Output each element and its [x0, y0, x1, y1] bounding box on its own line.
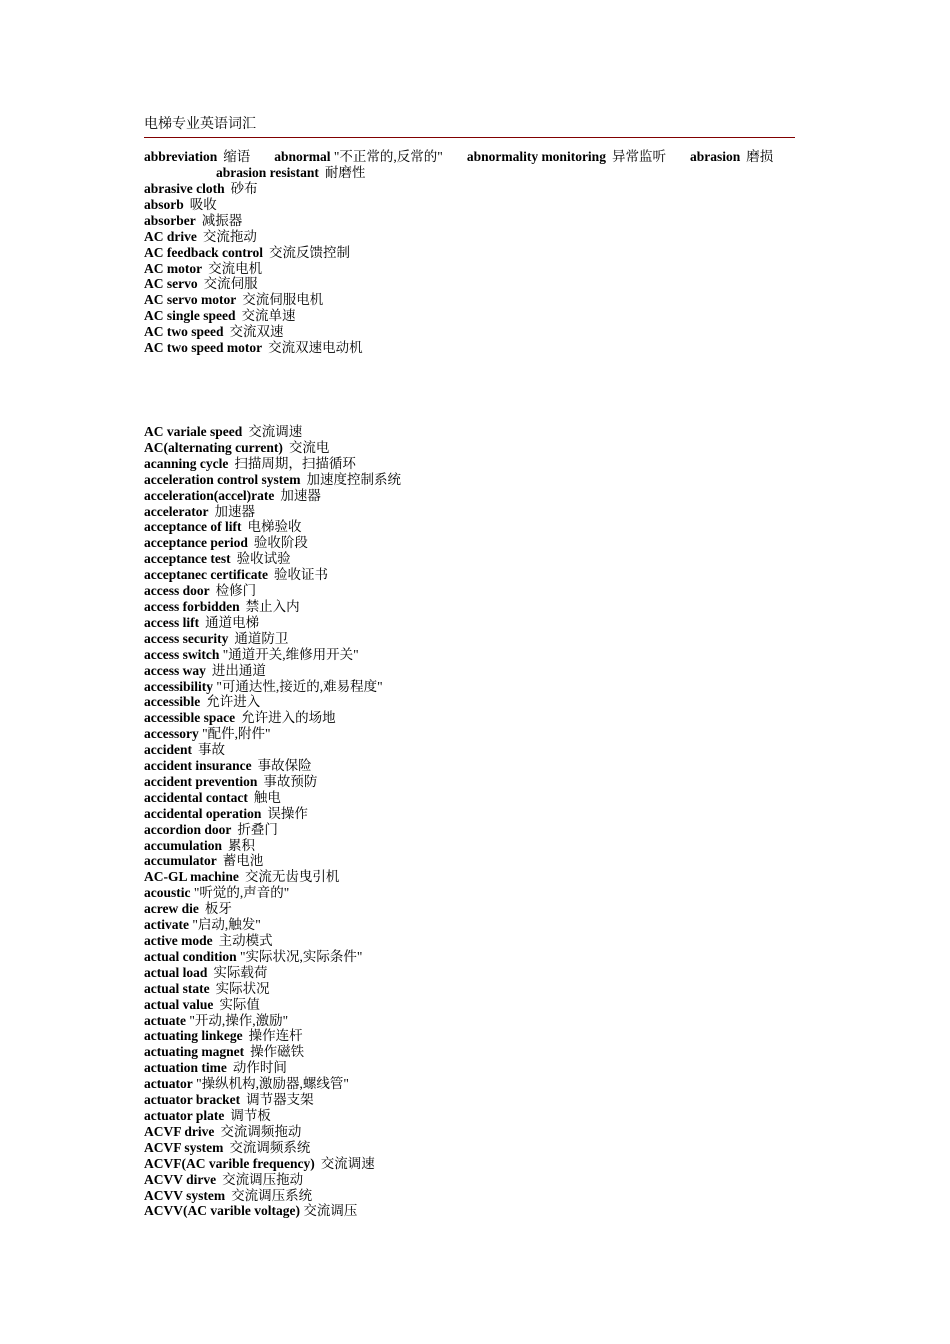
term: accidental contact — [144, 789, 248, 805]
term: accident — [144, 742, 192, 758]
glossary-entry — [144, 726, 401, 742]
term: actuator plate — [144, 1107, 225, 1123]
meaning: 交流单速 — [241, 308, 296, 324]
term: access lift — [144, 614, 200, 630]
term: AC feedback control — [144, 244, 263, 260]
glossary-entry — [144, 742, 401, 758]
meaning: 通道电梯 — [205, 614, 260, 630]
meaning: 允许进入的场地 — [241, 710, 336, 726]
term: ACVV(AC varible voltage) — [144, 1203, 300, 1219]
term: abbreviation — [144, 149, 218, 164]
meaning: 交流反馈控制 — [269, 244, 350, 260]
term: AC-GL machine — [144, 869, 239, 885]
glossary-entry — [144, 276, 363, 292]
glossary-entry — [144, 822, 401, 838]
glossary-entry — [144, 519, 401, 535]
glossary-entry — [144, 229, 363, 245]
term: actual condition — [144, 948, 237, 964]
glossary-entry — [144, 647, 401, 663]
term: ACVF drive — [144, 1123, 215, 1139]
glossary-entry — [144, 790, 401, 806]
meaning: 耐磨性 — [324, 165, 366, 180]
glossary-entry — [144, 551, 401, 567]
meaning: 调节板 — [230, 1107, 271, 1123]
meaning: 加速器 — [280, 487, 321, 503]
meaning: "可通达性,接近的,难易程度" — [216, 678, 383, 694]
meaning: 主动模式 — [218, 933, 273, 948]
meaning: 磨损 — [746, 149, 774, 164]
glossary-list-2 — [144, 424, 401, 1219]
glossary-entry — [144, 663, 401, 679]
glossary-entry — [144, 1140, 401, 1156]
glossary-entry — [144, 488, 401, 504]
term: abrasion resistant — [216, 165, 319, 180]
glossary-entry — [144, 261, 363, 277]
term: actuator — [144, 1076, 193, 1092]
glossary-entry — [144, 997, 401, 1013]
meaning: 验收试验 — [236, 551, 291, 567]
meaning: 异常监听 — [611, 149, 666, 164]
glossary-entry — [144, 885, 401, 901]
glossary-entry — [144, 583, 401, 599]
glossary-entry — [144, 933, 401, 949]
glossary-entry — [144, 599, 401, 615]
term: AC drive — [144, 228, 197, 244]
glossary-entry — [144, 308, 363, 324]
glossary-entry — [144, 1124, 401, 1140]
term: acceptance of lift — [144, 519, 242, 535]
term: acceptance test — [144, 551, 231, 567]
meaning: 累积 — [228, 837, 256, 853]
glossary-entry — [144, 340, 363, 356]
page-header-title: 电梯专业英语词汇 — [144, 117, 256, 132]
meaning: 扫描周期，扫描循环 — [234, 455, 356, 471]
glossary-entry — [144, 1172, 401, 1188]
term: abrasion — [689, 149, 741, 164]
meaning: 砂布 — [230, 181, 258, 196]
meaning: 误操作 — [267, 805, 308, 821]
term: accordion door — [144, 821, 232, 837]
glossary-entry — [144, 213, 363, 229]
glossary-entry — [144, 806, 401, 822]
meaning: 实际状况 — [215, 980, 270, 996]
term: activate — [144, 917, 189, 933]
first-paragraph — [144, 149, 789, 181]
meaning: "配件,附件" — [202, 726, 271, 742]
term: actuating magnet — [144, 1044, 245, 1060]
meaning: 交流伺服电机 — [242, 292, 324, 308]
meaning: 事故 — [198, 742, 225, 758]
term: AC single speed — [144, 308, 236, 324]
meaning: 触电 — [253, 789, 281, 805]
meaning: 交流调压系统 — [231, 1187, 313, 1203]
term: AC two speed — [144, 324, 224, 340]
term: actual value — [144, 996, 214, 1012]
term: accumulator — [144, 853, 217, 869]
term: AC variale speed — [144, 424, 243, 439]
glossary-entry — [144, 1203, 401, 1219]
glossary-entry — [144, 901, 401, 917]
glossary-entry — [144, 917, 401, 933]
term: accelerator — [144, 503, 209, 519]
meaning: 动作时间 — [232, 1060, 287, 1076]
term: abnormality monitoring — [466, 149, 606, 164]
term: active mode — [144, 933, 213, 948]
glossary-entry — [144, 245, 363, 261]
meaning: 减振器 — [201, 212, 243, 228]
term: accumulation — [144, 837, 223, 853]
term: AC motor — [144, 260, 203, 276]
term: access forbidden — [144, 598, 240, 614]
meaning: 交流调速 — [248, 424, 303, 439]
meaning: 交流调频拖动 — [220, 1123, 302, 1139]
meaning: 蓄电池 — [222, 853, 264, 869]
term: absorber — [144, 212, 196, 228]
term: access door — [144, 583, 210, 599]
meaning: "通道开关,维修用开关" — [222, 646, 359, 662]
glossary-entry — [144, 1028, 401, 1044]
meaning: 允许进入 — [206, 694, 261, 710]
term: acceleration(accel)rate — [144, 487, 275, 503]
meaning: 交流调频系统 — [229, 1139, 311, 1155]
meaning: 交流拖动 — [202, 228, 257, 244]
meaning: 验收证书 — [274, 567, 329, 583]
term: acanning cycle — [144, 455, 229, 471]
meaning: 操作磁铁 — [250, 1044, 305, 1060]
meaning: 吸收 — [189, 196, 217, 212]
term: accident prevention — [144, 773, 258, 789]
glossary-entry — [144, 424, 401, 440]
meaning: 交流电机 — [208, 260, 263, 276]
glossary-entry — [144, 504, 401, 520]
term: abrasive cloth — [144, 181, 225, 196]
meaning: 事故预防 — [263, 773, 318, 789]
term: accessibility — [144, 678, 213, 694]
meaning: 板牙 — [204, 901, 232, 917]
glossary-entry — [144, 758, 401, 774]
meaning: 交流调压 — [303, 1203, 358, 1219]
glossary-entry — [144, 1108, 401, 1124]
meaning: "启动,触发" — [192, 917, 261, 933]
meaning: "听觉的,声音的" — [193, 885, 290, 901]
term: access switch — [144, 646, 220, 662]
term: acrew die — [144, 901, 199, 917]
glossary-entry — [144, 615, 401, 631]
meaning: 交流电 — [288, 439, 330, 455]
glossary-entry — [144, 949, 401, 965]
meaning: 加速度控制系统 — [306, 471, 401, 487]
term: actual load — [144, 964, 208, 980]
term: AC two speed motor — [144, 340, 263, 356]
header-divider — [144, 137, 795, 138]
meaning: "不正常的,反常的" — [333, 149, 443, 164]
glossary-entry — [144, 1156, 401, 1172]
meaning: 交流双速电动机 — [268, 340, 363, 356]
term: acceptanec certificate — [144, 567, 269, 583]
term: accessory — [144, 726, 199, 742]
meaning: 交流伺服 — [203, 276, 258, 292]
glossary-entry — [144, 197, 363, 213]
glossary-entry — [144, 1076, 401, 1092]
glossary-entry — [144, 710, 401, 726]
meaning: 交流调压拖动 — [222, 1171, 304, 1187]
term: access security — [144, 630, 229, 646]
meaning: 验收阶段 — [253, 535, 308, 551]
meaning: 进出通道 — [211, 662, 266, 678]
meaning: 操作连杆 — [248, 1028, 303, 1044]
glossary-entry — [144, 1188, 401, 1204]
term: accidental operation — [144, 805, 262, 821]
glossary-entry — [144, 774, 401, 790]
term: ACVV system — [144, 1187, 226, 1203]
glossary-entry — [144, 853, 401, 869]
glossary-entry — [144, 292, 363, 308]
term: AC servo motor — [144, 292, 237, 308]
meaning: 检修门 — [215, 583, 257, 599]
term: AC(alternating current) — [144, 439, 283, 455]
term: actuate — [144, 1012, 186, 1028]
term: ACVF system — [144, 1139, 224, 1155]
meaning: 禁止入内 — [245, 598, 300, 614]
glossary-entry — [144, 567, 401, 583]
meaning: 事故保险 — [257, 758, 312, 774]
meaning: 交流双速 — [229, 324, 284, 340]
meaning: 缩语 — [223, 149, 251, 164]
term: actuation time — [144, 1060, 227, 1076]
term: acoustic — [144, 885, 191, 901]
term: abnormal — [274, 149, 331, 164]
meaning: "实际状况,实际条件" — [240, 948, 363, 964]
glossary-entry — [144, 965, 401, 981]
meaning: 调节器支架 — [246, 1092, 314, 1108]
glossary-entry — [144, 472, 401, 488]
meaning: "开动,操作,激励" — [189, 1012, 289, 1028]
glossary-entry — [144, 1060, 401, 1076]
glossary-entry — [144, 1092, 401, 1108]
glossary-entry — [144, 324, 363, 340]
glossary-entry — [144, 456, 401, 472]
meaning: 交流无齿曳引机 — [244, 869, 340, 885]
term: actuator bracket — [144, 1092, 241, 1108]
glossary-entry — [144, 838, 401, 854]
term: absorb — [144, 196, 184, 212]
glossary-entry — [144, 1013, 401, 1029]
meaning: 实际载荷 — [213, 964, 268, 980]
meaning: 交流调速 — [320, 1155, 375, 1171]
term: AC servo — [144, 276, 198, 292]
term: acceptance period — [144, 535, 248, 551]
meaning: "操纵机构,激励器,螺线管" — [196, 1076, 349, 1092]
term: accessible space — [144, 710, 236, 726]
glossary-entry — [144, 181, 363, 197]
glossary-entry — [144, 694, 401, 710]
glossary-entry — [144, 679, 401, 695]
meaning: 电梯验收 — [247, 519, 302, 535]
glossary-entry — [144, 535, 401, 551]
glossary-entry — [144, 869, 401, 885]
term: accident insurance — [144, 758, 252, 774]
glossary-entry — [144, 631, 401, 647]
term: ACVV dirve — [144, 1171, 217, 1187]
glossary-entry — [144, 1044, 401, 1060]
glossary-entry — [144, 440, 401, 456]
term: ACVF(AC varible frequency) — [144, 1155, 315, 1171]
term: access way — [144, 662, 206, 678]
meaning: 加速器 — [214, 503, 255, 519]
meaning: 折叠门 — [237, 821, 278, 837]
meaning: 实际值 — [219, 996, 260, 1012]
meaning: 通道防卫 — [234, 630, 289, 646]
term: actual state — [144, 980, 210, 996]
term: acceleration control system — [144, 471, 301, 487]
term: actuating linkege — [144, 1028, 243, 1044]
term: accessible — [144, 694, 201, 710]
glossary-entry — [144, 981, 401, 997]
glossary-list-1 — [144, 181, 363, 356]
